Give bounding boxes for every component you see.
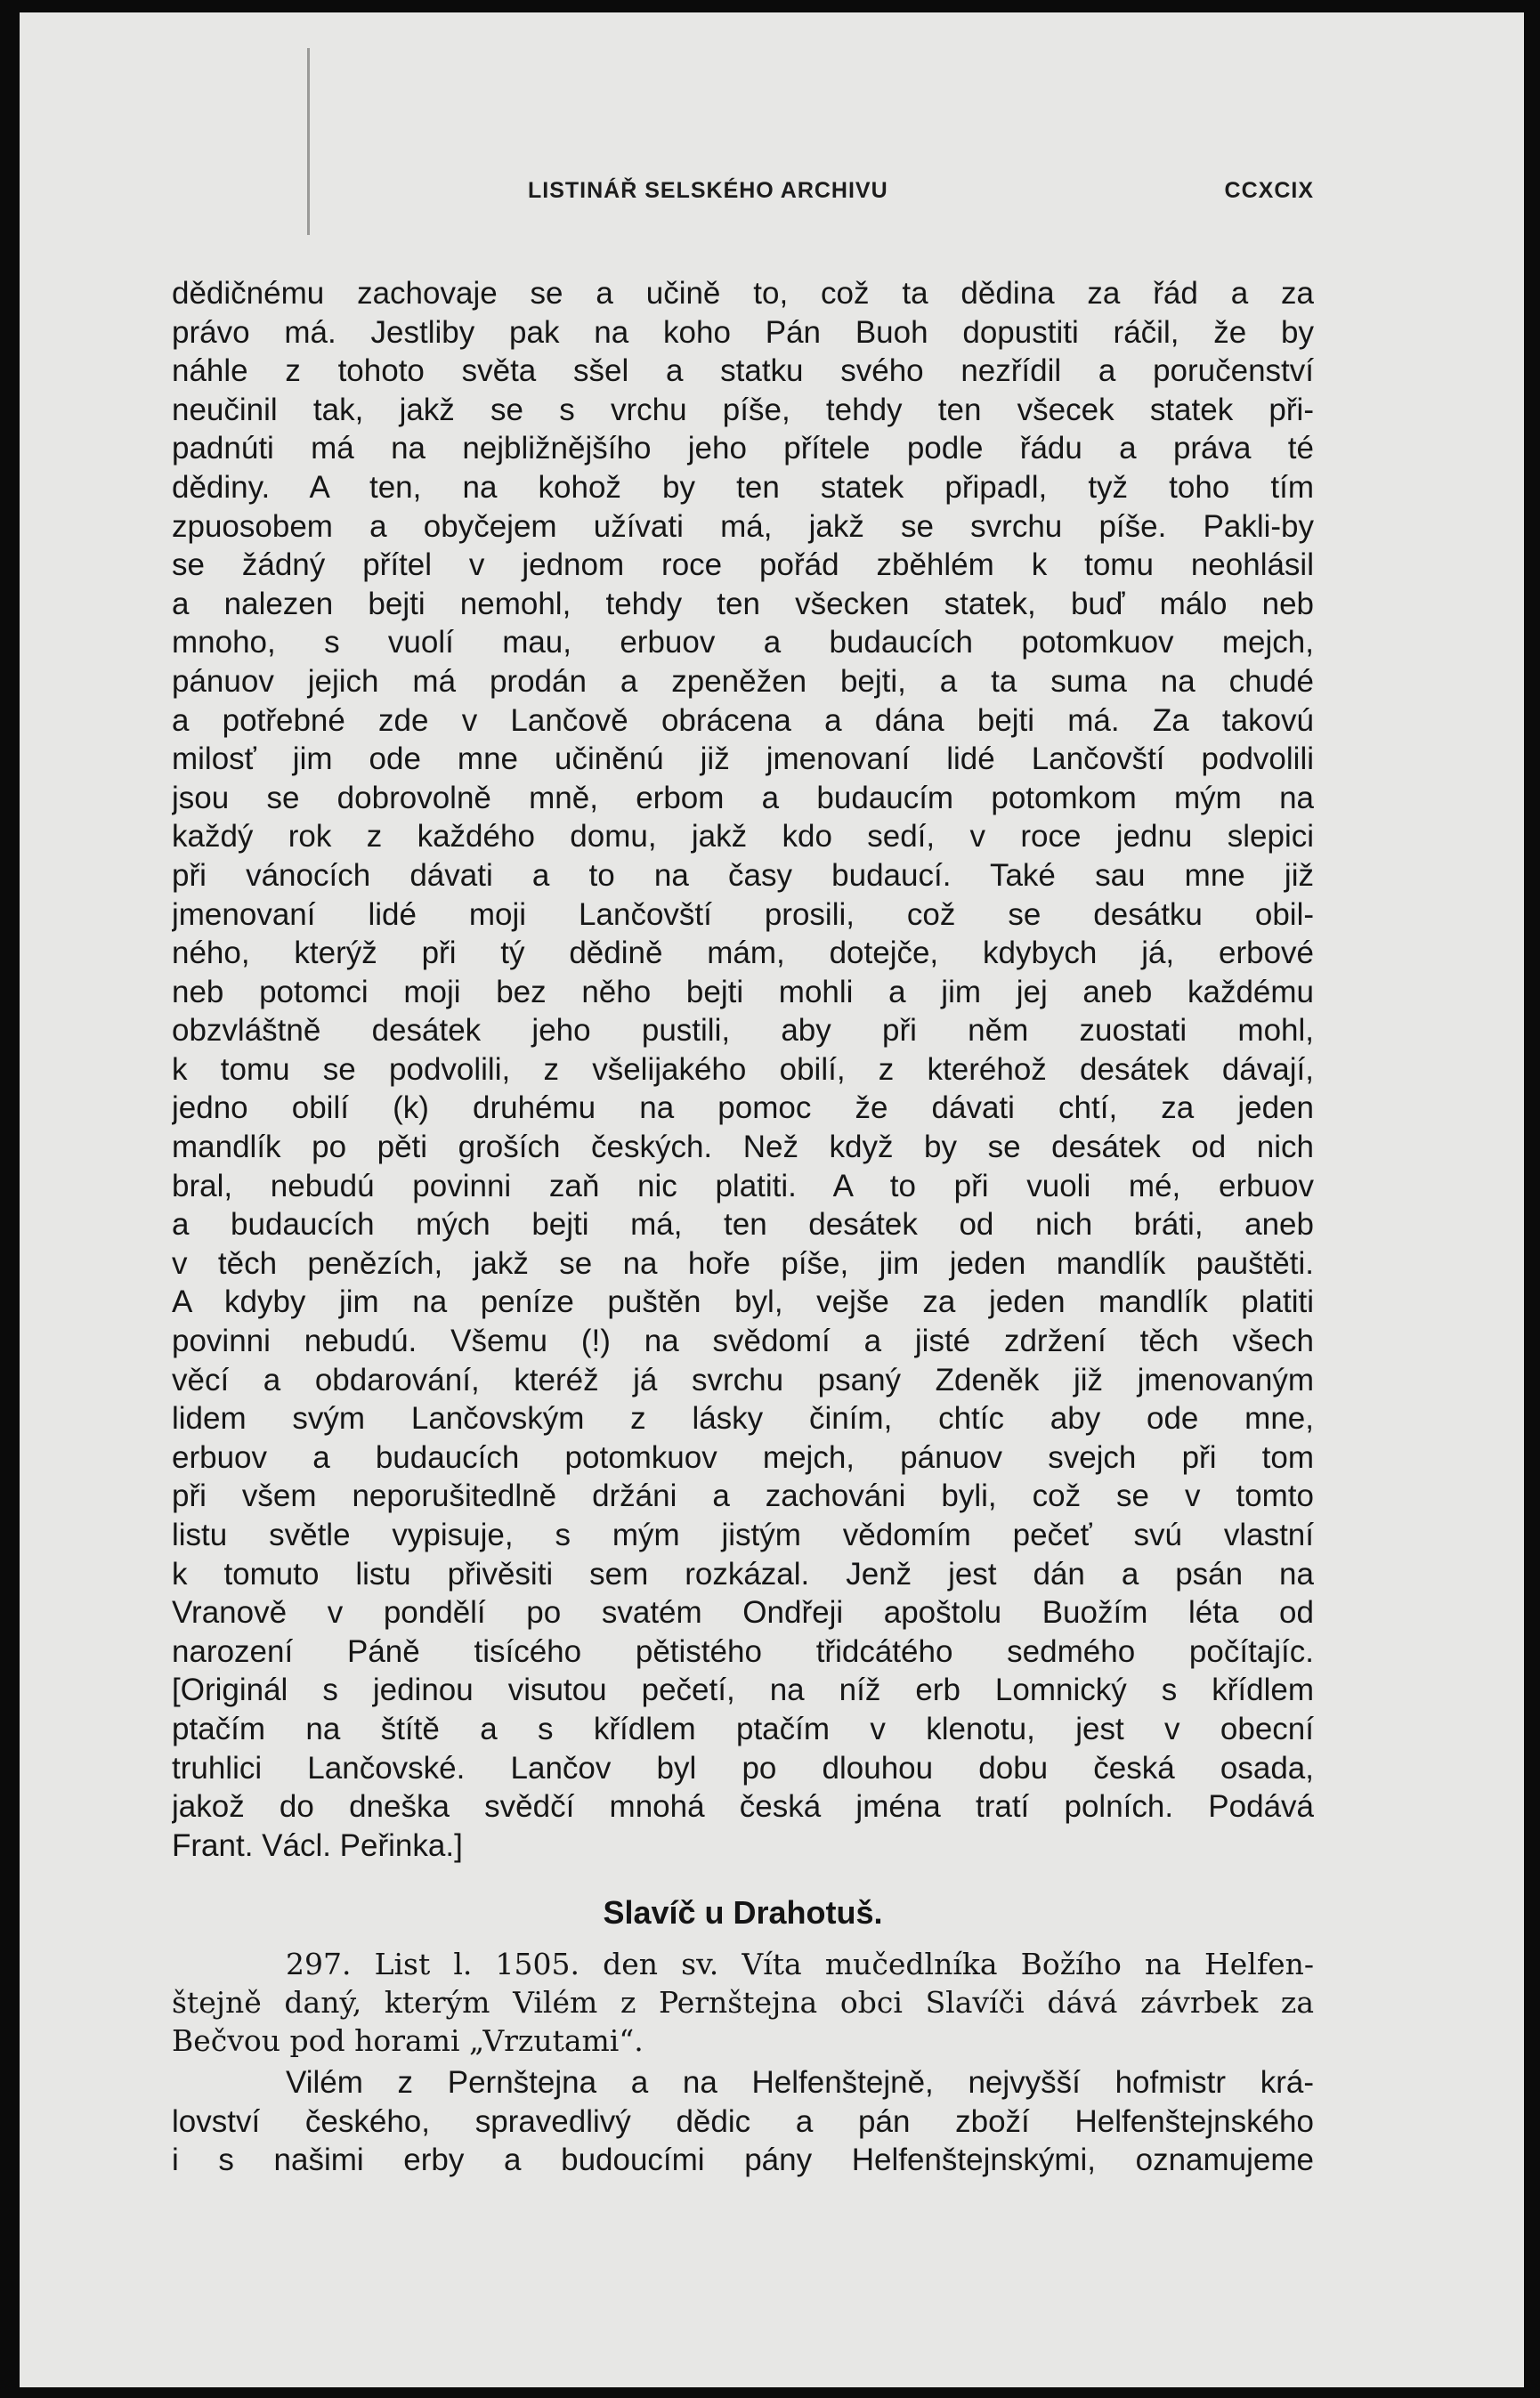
text-line: Frant. Václ. Peřinka.] [172, 1827, 463, 1863]
text-line: mnoho, s vuolí mau, erbuov a budaucích potomkuov mejch, [172, 625, 1314, 660]
running-title: LISTINÁŘ SELSKÉHO ARCHIVU [528, 178, 888, 203]
text-line: bral, nebudú povinni zaň nic platiti. A to při vuoli mé, erbuov [172, 1168, 1314, 1203]
text-line: k tomu se podvolili, z všelijakého obilí, z kteréhož desátek dávají, [172, 1051, 1314, 1087]
regest-line: 297. List l. 1505. den sv. Víta mučedlníka Božího na Helfen- [286, 1947, 1314, 1981]
folio-number: CCXCIX [1224, 178, 1314, 203]
text-line: narození Páně tisícého pětistého třidcátého sedmého počítajíc. [172, 1633, 1314, 1669]
text-line: a potřebné zde v Lančově obrácena a dána bejti má. Za takovú [172, 702, 1314, 738]
text-line: padnúti má na nejbližnějšího jeho přítele podle řádu a práva té [172, 431, 1314, 466]
text-line: povinni nebudú. Všemu (!) na svědomí a jisté zdržení těch všech [172, 1324, 1314, 1359]
text-line: ptačím na štítě a s křídlem ptačím v klenotu, jest v obecní [172, 1711, 1314, 1746]
text-line: obzvláštně desátek jeho pustili, aby při něm zuostati mohl, [172, 1013, 1314, 1049]
text-line: ného, kterýž při tý dědině mám, dotejče, kdybych já, erbové [172, 936, 1314, 971]
running-header [172, 178, 1314, 214]
charter-text [172, 2063, 1314, 2180]
text-line: jmenovaní lidé moji Lančovští prosili, což se desátku obil- [172, 896, 1314, 932]
regest-line: Bečvou pod horami „Vrzutami“. [172, 2023, 644, 2058]
text-line: k tomuto listu přivěsiti sem rozkázal. Jenž jest dán a psán na [172, 1556, 1314, 1592]
text-line: neučinil tak, jakž se s vrchu píše, tehdy ten všecek statek při- [172, 392, 1314, 427]
text-line: jedno obilí (k) druhému na pomoc že dávati chtí, za jeden [172, 1090, 1314, 1126]
text-line: A kdyby jim na peníze puštěn byl, vejše za jeden mandlík platiti [172, 1284, 1314, 1320]
text-line: každý rok z každého domu, jakž kdo sedí, v roce jednu slepici [172, 819, 1314, 855]
text-line: a budaucích mých bejti má, ten desátek od nich bráti, aneb [172, 1207, 1314, 1243]
text-line: neb potomci moji bez něho bejti mohli a jim jej aneb každému [172, 974, 1314, 1009]
text-line: věcí a obdarování, kteréž já svrchu psaný Zdeněk již jmenovaným [172, 1362, 1314, 1397]
text-line: Vranově v pondělí po svatém Ondřeji apoštolu Buožím léta od [172, 1595, 1314, 1631]
text-line: a nalezen bejti nemohl, tehdy ten všecken statek, buď málo neb [172, 586, 1314, 621]
text-line: Vilém z Pernštejna a na Helfenštejně, nejvyšší hofmistr krá- [286, 2065, 1314, 2100]
text-line: mandlík po pěti groších českých. Než když by se desátek od nich [172, 1130, 1314, 1165]
text-line: truhlici Lančovské. Lančov byl po dlouhou dobu česká osada, [172, 1750, 1314, 1786]
text-line: dědičnému zachovaje se a učině to, což ta dědina za řád a za [172, 276, 1314, 311]
text-line: se žádný přítel v jednom roce pořád zběhlém k tomu neohlásil [172, 547, 1314, 583]
text-line: v těch penězích, jakž se na hoře píše, jim jeden mandlík pauštěti. [172, 1245, 1314, 1281]
section-title: Slavíč u Drahotuš. [603, 1894, 883, 1931]
text-line: erbuov a budaucích potomkuov mejch, pánuov svejch při tom [172, 1439, 1314, 1475]
text-line: jakož do dneška svědčí mnohá česká jména tratí polních. Podává [172, 1789, 1314, 1825]
text-line: milosť jim ode mne učiněnú již jmenovaní lidé Lančovští podvolili [172, 741, 1314, 777]
text-line: lovství českého, spravedlivý dědic a pán zboží Helfenštejnského [172, 2103, 1314, 2139]
text-line: lidem svým Lančovským z lásky činím, chtíc aby ode mne, [172, 1401, 1314, 1437]
text-line: při vánocích dávati a to na časy budaucí. Také sau mne již [172, 857, 1314, 893]
text-line: pánuov jejich má prodán a zpeněžen bejti, a ta suma na chudé [172, 663, 1314, 699]
text-line: právo má. Jestliby pak na koho Pán Buoh dopustiti ráčil, že by [172, 314, 1314, 350]
text-line: listu světle vypisuje, s mým jistým vědomím pečeť svú vlastní [172, 1518, 1314, 1552]
regest-paragraph [172, 1945, 1314, 2060]
text-line: zpuosobem a obyčejem užívati má, jakž se svrchu píše. Pakli-by [172, 508, 1314, 544]
text-line: náhle z tohoto světa sšel a statku svého nezřídil a poručenství [172, 353, 1314, 389]
text-line: i s našimi erby a budoucími pány Helfenštejnskými, oznamujeme [172, 2143, 1314, 2178]
text-line: dědiny. A ten, na kohož by ten statek připadl, tyž toho tím [172, 469, 1314, 505]
text-line: při všem neporušitedlně držáni a zachováni byli, což se v tomto [172, 1478, 1314, 1514]
main-text [172, 274, 1314, 1865]
text-line: jsou se dobrovolně mně, erbom a budaucím potomkom mým na [172, 780, 1314, 815]
text-line: [Originál s jedinou visutou pečetí, na níž erb Lomnický s křídlem [172, 1673, 1314, 1708]
regest-line: štejně daný, kterým Vilém z Pernštejna obci Slavíči dává závrbek za [172, 1985, 1314, 2020]
